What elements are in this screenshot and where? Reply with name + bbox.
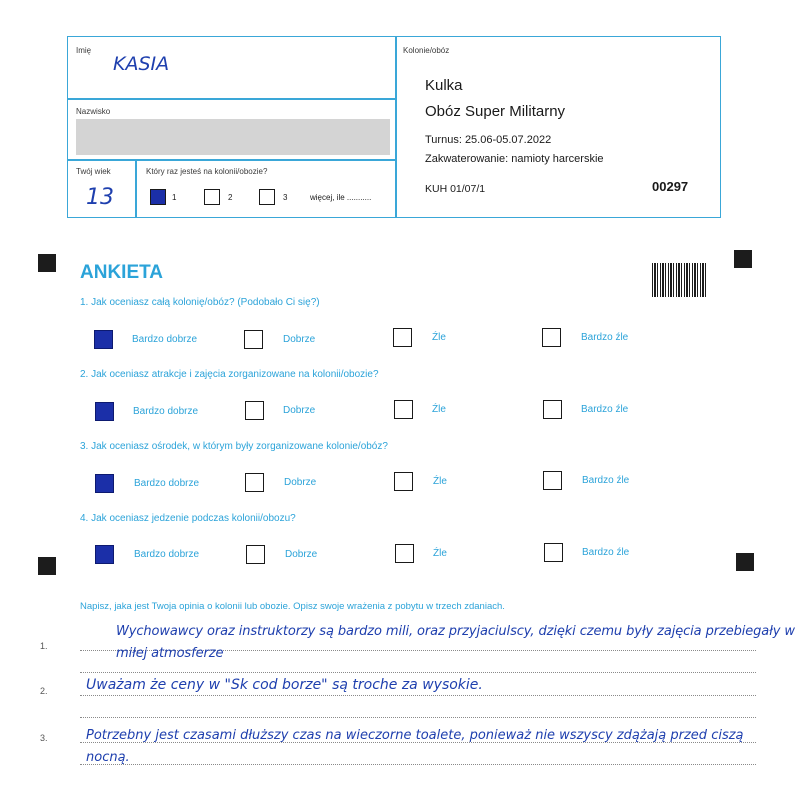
alignment-marker <box>38 254 56 272</box>
answer-3[interactable]: Potrzebny jest czasami dłuższy czas na wieczorne toalete, ponieważ nie wszyscy zdążają przed ciszą nocną. <box>86 728 744 765</box>
count-label-3: 3 <box>283 193 288 202</box>
q1-option-bad[interactable] <box>393 328 412 347</box>
q3-option-label: Bardzo źle <box>582 475 630 486</box>
question-2: 2. Jak oceniasz atrakcje i zajęcia zorganizowane na kolonii/obozie? <box>80 369 379 380</box>
alignment-marker <box>38 557 56 575</box>
first-name-value[interactable]: KASIA <box>113 53 170 75</box>
q4-option-label: Bardzo dobrze <box>134 549 200 560</box>
count-checkbox-3[interactable] <box>259 189 275 205</box>
question-1: 1. Jak oceniasz całą kolonię/obóz? (Podobało Ci się?) <box>80 297 320 308</box>
alignment-marker <box>736 553 754 571</box>
answer-2[interactable]: Uważam że ceny w "Sk cod borze" są troche za wysokie. <box>86 677 483 693</box>
age-value[interactable]: 13 <box>86 185 114 210</box>
q4-option-bad[interactable] <box>395 544 414 563</box>
alignment-marker <box>734 250 752 268</box>
q3-option-label: Źle <box>433 476 447 487</box>
form-code: KUH 01/07/1 <box>425 183 486 195</box>
q2-option-very-bad[interactable] <box>543 400 562 419</box>
q3-option-very-bad[interactable] <box>543 471 562 490</box>
survey-title: ANKIETA <box>80 262 164 283</box>
q3-option-very-good[interactable] <box>95 474 114 493</box>
form-number: 00297 <box>652 179 689 194</box>
answer-line <box>80 672 756 673</box>
row-divider <box>68 98 395 100</box>
q1-option-very-good[interactable] <box>94 330 113 349</box>
q4-option-good[interactable] <box>246 545 265 564</box>
q2-option-bad[interactable] <box>394 400 413 419</box>
turnus: Turnus: 25.06-05.07.2022 <box>425 134 552 146</box>
q2-option-label: Bardzo źle <box>581 404 629 415</box>
q2-option-label: Dobrze <box>283 405 316 416</box>
count-checkbox-1[interactable] <box>150 189 166 205</box>
answer-number-3: 3. <box>40 733 48 743</box>
camp-subtitle: Obóz Super Militarny <box>425 103 566 120</box>
opinion-prompt: Napisz, jaka jest Twoja opinia o kolonii lub obozie. Opisz swoje wrażenia z pobytu w trzech zdaniach. <box>80 601 505 612</box>
q1-option-label: Bardzo dobrze <box>132 334 198 345</box>
barcode <box>652 263 706 297</box>
registration-form <box>67 36 721 218</box>
last-name-redacted <box>76 119 390 155</box>
accommodation: Zakwaterowanie: namioty harcerskie <box>425 153 604 165</box>
question-4: 4. Jak oceniasz jedzenie podczas kolonii/obozu? <box>80 513 296 524</box>
camp-name: Kulka <box>425 77 463 94</box>
more-times-label: więcej, ile ........... <box>310 193 372 202</box>
times-label: Który raz jesteś na kolonii/obozie? <box>146 167 268 176</box>
answer-1[interactable]: Wychowawcy oraz instruktorzy są bardzo mili, oraz przyjaciulscy, dzięki czemu były zajęcia przebiegały w miłej atmosferze <box>116 624 795 661</box>
last-name-label: Nazwisko <box>76 107 111 116</box>
q2-option-very-good[interactable] <box>95 402 114 421</box>
q2-option-label: Bardzo dobrze <box>133 406 199 417</box>
q4-option-label: Dobrze <box>285 549 318 560</box>
q1-option-good[interactable] <box>244 330 263 349</box>
question-3: 3. Jak oceniasz ośrodek, w którym były zorganizowane kolonie/obóz? <box>80 441 388 452</box>
count-label-1: 1 <box>172 193 177 202</box>
q1-option-label: Dobrze <box>283 334 316 345</box>
answer-number-2: 2. <box>40 686 48 696</box>
count-label-2: 2 <box>228 193 233 202</box>
q3-option-good[interactable] <box>245 473 264 492</box>
q4-option-very-good[interactable] <box>95 545 114 564</box>
q3-option-label: Dobrze <box>284 477 317 488</box>
age-divider <box>135 159 137 217</box>
answer-line <box>80 695 756 696</box>
count-checkbox-2[interactable] <box>204 189 220 205</box>
first-name-label: Imię <box>76 46 92 55</box>
q1-option-label: Źle <box>432 332 446 343</box>
q3-option-label: Bardzo dobrze <box>134 478 200 489</box>
q2-option-label: Źle <box>432 404 446 415</box>
q1-option-label: Bardzo źle <box>581 332 629 343</box>
q1-option-very-bad[interactable] <box>542 328 561 347</box>
q4-option-label: Bardzo źle <box>582 547 630 558</box>
column-divider <box>395 37 397 217</box>
q3-option-bad[interactable] <box>394 472 413 491</box>
q4-option-very-bad[interactable] <box>544 543 563 562</box>
row-divider <box>68 159 395 161</box>
q2-option-good[interactable] <box>245 401 264 420</box>
q4-option-label: Źle <box>433 548 447 559</box>
answer-line <box>80 717 756 718</box>
camp-label: Kolonie/obóz <box>403 46 450 55</box>
answer-number-1: 1. <box>40 641 48 651</box>
age-label: Twój wiek <box>76 167 111 176</box>
